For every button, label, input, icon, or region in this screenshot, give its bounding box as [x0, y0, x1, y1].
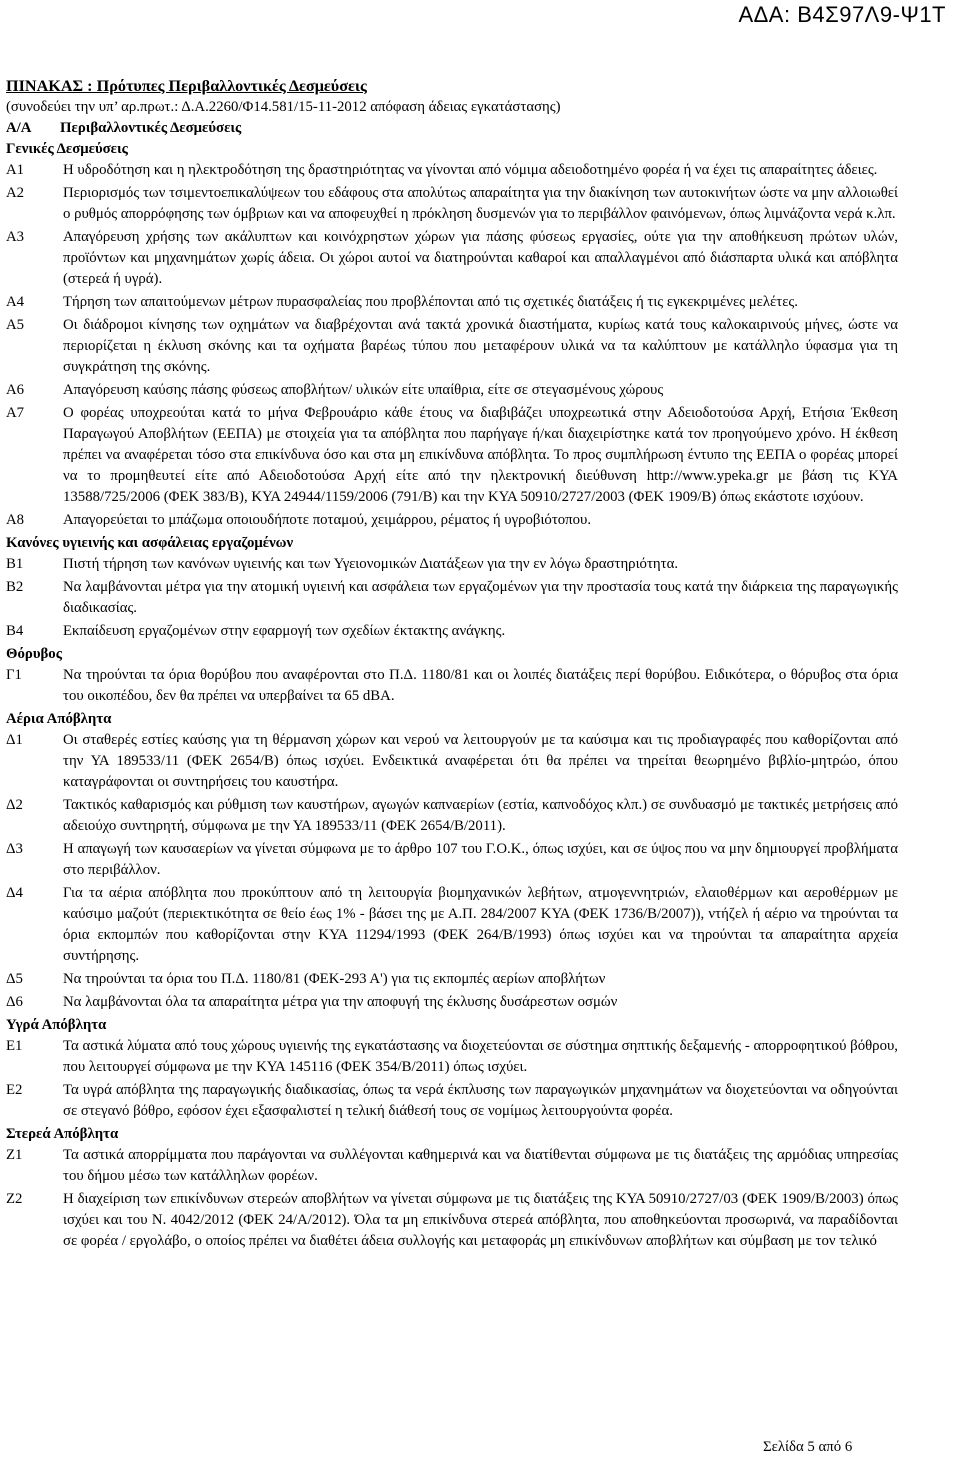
page-title: ΠΙΝΑΚΑΣ : Πρότυπες Περιβαλλοντικές Δεσμεύσεις	[6, 77, 367, 95]
commitment-row	[6, 730, 898, 793]
commitment-text: Εκπαίδευση εργαζομένων στην εφαρμογή των σχεδίων έκτακτης ανάγκης.	[63, 623, 506, 639]
commitment-text: Οι σταθερές εστίες καύσης για τη θέρμανση χώρων και νερού να λειτουργούν με τα καύσιμα και τις προδιαγραφές που καθορίζονται από την ΥΑ 189533/11 (ΦΕΚ 2654/Β) όπως ισχύει. Ενδεικτικά αναφέρεται ότι θα πρέπει να τηρείται θεωρημένο βιβλίο-μητρώο, όπου καταγράφονται οι συντηρήσεις του καυστήρα.	[63, 732, 898, 790]
commitment-row	[6, 1145, 898, 1187]
commitment-text: Απαγόρευση καύσης πάσης φύσεως αποβλήτων/ υλικών είτε υπαίθρια, είτε σε στεγασμένους χώρους	[63, 382, 664, 398]
commitment-text: Απαγορεύεται το μπάζωμα οποιουδήποτε ποταμού, χειμάρρου, ρέματος ή υγροβιότοπου.	[63, 512, 592, 528]
commitment-row	[6, 1189, 898, 1252]
commitment-text: Η απαγωγή των καυσαερίων να γίνεται σύμφωνα με το άρθρο 107 του Γ.Ο.Κ., όπως ισχύει, και σε ύψος που να μην δημιουργεί προβλήματα στο περιβάλλον.	[63, 841, 898, 878]
commitment-text: Να λαμβάνονται όλα τα απαραίτητα μέτρα για την αποφυγή της έκλυσης δυσάρεστων οσμών	[63, 994, 618, 1010]
section-heading: Κανόνες υγιεινής και ασφάλειας εργαζομένων	[6, 535, 294, 551]
commitment-code: Γ1	[6, 667, 22, 683]
commitment-row	[6, 665, 898, 707]
commitment-text: Πιστή τήρηση των κανόνων υγιεινής και των Υγειονομικών Διατάξεων για την εν λόγω δραστηριότητα.	[63, 556, 679, 572]
section-heading: Γενικές Δεσμεύσεις	[6, 141, 128, 157]
commitment-code: Ε1	[6, 1038, 23, 1054]
section-heading: Στερεά Απόβλητα	[6, 1126, 119, 1142]
commitment-row	[6, 315, 898, 378]
commitment-code: Ζ1	[6, 1147, 23, 1163]
commitment-text: Τήρηση των απαιτούμενων μέτρων πυρασφαλείας που προβλέπονται από τις σχετικές διατάξεις ή τις εγκεκριμένες μελέτες.	[63, 294, 798, 310]
commitment-text: Να τηρούνται τα όρια θορύβου που αναφέρονται στο Π.Δ. 1180/81 και οι λοιπές διατάξεις περί θορύβου. Ειδικότερα, ο θόρυβος στα όρια του οικοπέδου, δεν θα πρέπει να υπερβαίνει τα 65 dBA.	[63, 667, 898, 704]
commitment-code: Ζ2	[6, 1191, 23, 1207]
commitment-row	[6, 1080, 898, 1122]
commitment-code: Α2	[6, 185, 25, 201]
commitment-code: Δ5	[6, 971, 23, 987]
commitment-row	[6, 160, 898, 181]
commitment-code: Ε2	[6, 1082, 23, 1098]
commitment-text: Οι διάδρομοι κίνησης των οχημάτων να διαβρέχονται ανά τακτά χρονικά διαστήματα, κυρίως κατά τους καλοκαιρινούς μήνες, ώστε να περιορίζεται η έκλυση σκόνης και τα οχήματα βαρέως τύπου που μεταφέρουν υλικά να τα καλύπτουν με κατάλληλο ύφασμα για τη συγκράτηση της σκόνης.	[63, 317, 898, 375]
commitment-row	[6, 1036, 898, 1078]
page-number: Σελίδα 5 από 6	[763, 1439, 853, 1455]
column-headers	[6, 118, 898, 139]
commitment-row	[6, 380, 898, 401]
commitment-code: Α5	[6, 317, 25, 333]
commitment-text: Τα αστικά λύματα από τους χώρους υγιεινής της εγκατάστασης να διοχετεύονται σε σύστημα σηπτικής δεξαμενής - απορροφητικού βόθρου, που λειτουργεί σύμφωνα με την ΚΥΑ 145116 (ΦΕΚ 354/Β/2011) όπως ισχύει.	[63, 1038, 898, 1075]
ada-code: ΑΔΑ: Β4Σ97Λ9-Ψ1Τ	[738, 2, 946, 27]
sections-container	[6, 139, 898, 1252]
column-header-code: Α/Α	[6, 120, 32, 136]
commitment-code: Β4	[6, 623, 24, 639]
section-heading: Αέρια Απόβλητα	[6, 711, 112, 727]
commitment-row	[6, 183, 898, 225]
commitment-row	[6, 839, 898, 881]
commitment-code: Δ6	[6, 994, 23, 1010]
column-header-text: Περιβαλλοντικές Δεσμεύσεις	[60, 120, 242, 136]
commitment-code: Α8	[6, 512, 25, 528]
commitment-text: Τα υγρά απόβλητα της παραγωγικής διαδικασίας, όπως τα νερά έκπλυσης των παραγωγικών μηχανημάτων να διοχετεύονται να οδηγούνται σε στεγανό βόθρο, εφόσον έχει εξασφαλιστεί η τελική διάθεσή τους σε νομίμως λειτουργούντα φορέα.	[63, 1082, 898, 1119]
section-heading: Θόρυβος	[6, 646, 62, 662]
commitment-row	[6, 403, 898, 508]
commitment-row	[6, 621, 898, 642]
commitment-code: Δ2	[6, 797, 23, 813]
commitment-row	[6, 510, 898, 531]
commitment-text: Απαγόρευση χρήσης των ακάλυπτων και κοινόχρηστων χώρων για πάσης φύσεως εργασίες, ούτε για την αποθήκευση πρώτων υλών, προϊόντων και μηχανημάτων χωρίς άδεια. Οι χώροι αυτοί να διατηρούνται καθαροί και απαλλαγμένοι από διάσπαρτα υλικά και απόβλητα (στερεά ή υγρά).	[63, 229, 898, 287]
commitment-code: Α1	[6, 162, 25, 178]
commitment-text: Τακτικός καθαρισμός και ρύθμιση των καυστήρων, αγωγών καπναερίων (εστία, καπνοδόχος κλπ.) σε συνδυασμό με τακτικές μετρήσεις από αδειούχο συντηρητή, σύμφωνα με την ΥΑ 189533/11 (ΦΕΚ 2654/Β/2011).	[63, 797, 898, 834]
commitment-text: Τα αστικά απορρίμματα που παράγονται να συλλέγονται καθημερινά και να διατίθενται σύμφωνα με τις διατάξεις της αρμόδιας υπηρεσίας του δήμου μέσω των κατάλληλων φορέων.	[63, 1147, 898, 1184]
commitment-text: Να λαμβάνονται μέτρα για την ατομική υγιεινή και ασφάλεια των εργαζομένων για την προστασία τους κατά την διάρκεια της παραγωγικής διαδικασίας.	[63, 579, 898, 616]
commitment-row	[6, 992, 898, 1013]
commitment-text: Η υδροδότηση και η ηλεκτροδότηση της δραστηριότητας να γίνονται από νόμιμα αδειοδοτημένο φορέα ή να έχει τις απαραίτητες άδειες.	[63, 162, 878, 178]
commitment-code: Δ3	[6, 841, 23, 857]
commitment-row	[6, 227, 898, 290]
commitment-text: Να τηρούνται τα όρια του Π.Δ. 1180/81 (ΦΕΚ-293 Α') για τις εκπομπές αερίων αποβλήτων	[63, 971, 606, 987]
commitment-row	[6, 883, 898, 967]
commitment-code: Β1	[6, 556, 24, 572]
document-content	[6, 76, 898, 1254]
page-subtitle: (συνοδεύει την υπ’ αρ.πρωτ.: Δ.Α.2260/Φ14.581/15-11-2012 απόφαση άδειας εγκατάστασης)	[6, 99, 561, 115]
commitment-row	[6, 292, 898, 313]
commitment-text: Περιορισμός των τσιμεντοεπικαλύψεων του εδάφους στα απολύτως απαραίτητα για την διακίνηση των αυτοκινήτων ώστε να μην αλλοιωθεί ο ρυθμός απορρόφησης των όμβριων και να αποφευχθεί η πρόκληση δυσμενών για το περιβάλλον φαινόμενων, όπως λιμνάζοντα νερά κ.λπ.	[63, 185, 898, 222]
commitment-code: Δ4	[6, 885, 23, 901]
commitment-code: Α6	[6, 382, 25, 398]
commitment-row	[6, 554, 898, 575]
commitment-row	[6, 795, 898, 837]
commitment-code: Α4	[6, 294, 25, 310]
commitment-row	[6, 577, 898, 619]
commitment-code: Δ1	[6, 732, 23, 748]
commitment-code: Α7	[6, 405, 25, 421]
commitment-row	[6, 969, 898, 990]
commitment-text: Για τα αέρια απόβλητα που προκύπτουν από τη λειτουργία βιομηχανικών λεβήτων, ατμογεννητριών, ελαιοθέρμων και αεροθέρμων με καύσιμο μαζούτ (περιεκτικότητα σε θείο έως 1% - βάσει της με Α.Π. 284/2007 ΚΥΑ (ΦΕΚ 1736/Β/2007)), ντήζελ ή αέριο να τηρούνται τα όρια εκπομπών που καθορίζονται στην ΚΥΑ 11294/1993 (ΦΕΚ 264/Β/1993) όπως ισχύει και να τηρούνται τα απαραίτητα αρχεία συντήρησης.	[63, 885, 898, 964]
commitment-text: Η διαχείριση των επικίνδυνων στερεών αποβλήτων να γίνεται σύμφωνα με τις διατάξεις της ΚΥΑ 50910/2727/03 (ΦΕΚ 1909/Β/2003) όπως ισχύει και του Ν. 4042/2012 (ΦΕΚ 24/Α/2012). Όλα τα μη επικίνδυνα στερεά απόβλητα, που αποθηκεύονται προσωρινά, να παραδίδονται σε φορέα / εργολάβο, ο οποίος πρέπει να διαθέτει άδεια συλλογής και μεταφοράς μη επικίνδυνων αποβλήτων και σύμβαση με τον τελικό	[63, 1191, 898, 1249]
commitment-text: Ο φορέας υποχρεούται κατά το μήνα Φεβρουάριο κάθε έτους να διαβιβάζει υποχρεωτικά στην Αδειοδοτούσα Αρχή, Ετήσια Έκθεση Παραγωγού Αποβλήτων (ΕΕΠΑ) με στοιχεία για τα απόβλητα που παρήγαγε ή/και διαχειρίστηκε κατά τον προηγούμενο χρόνο. Η έκθεση πρέπει να αναφέρεται τόσο στα επικίνδυνα όσο και στα μη επικίνδυνα απόβλητα. Το προς συμπλήρωση έντυπο της ΕΕΠΑ ο φορέας μπορεί να το προμηθευτεί είτε από Αδειοδοτούσα Αρχή είτε από την ηλεκτρονική διεύθυνση http://www.ypeka.gr με βάση τις ΚΥΑ 13588/725/2006 (ΦΕΚ 383/Β), ΚΥΑ 24944/1159/2006 (791/Β) και την ΚΥΑ 50910/2727/2003 (ΦΕΚ 1909/Β) όπως εκάστοτε ισχύουν.	[63, 405, 898, 505]
commitment-code: Α3	[6, 229, 25, 245]
commitment-code: Β2	[6, 579, 24, 595]
section-heading: Υγρά Απόβλητα	[6, 1017, 107, 1033]
